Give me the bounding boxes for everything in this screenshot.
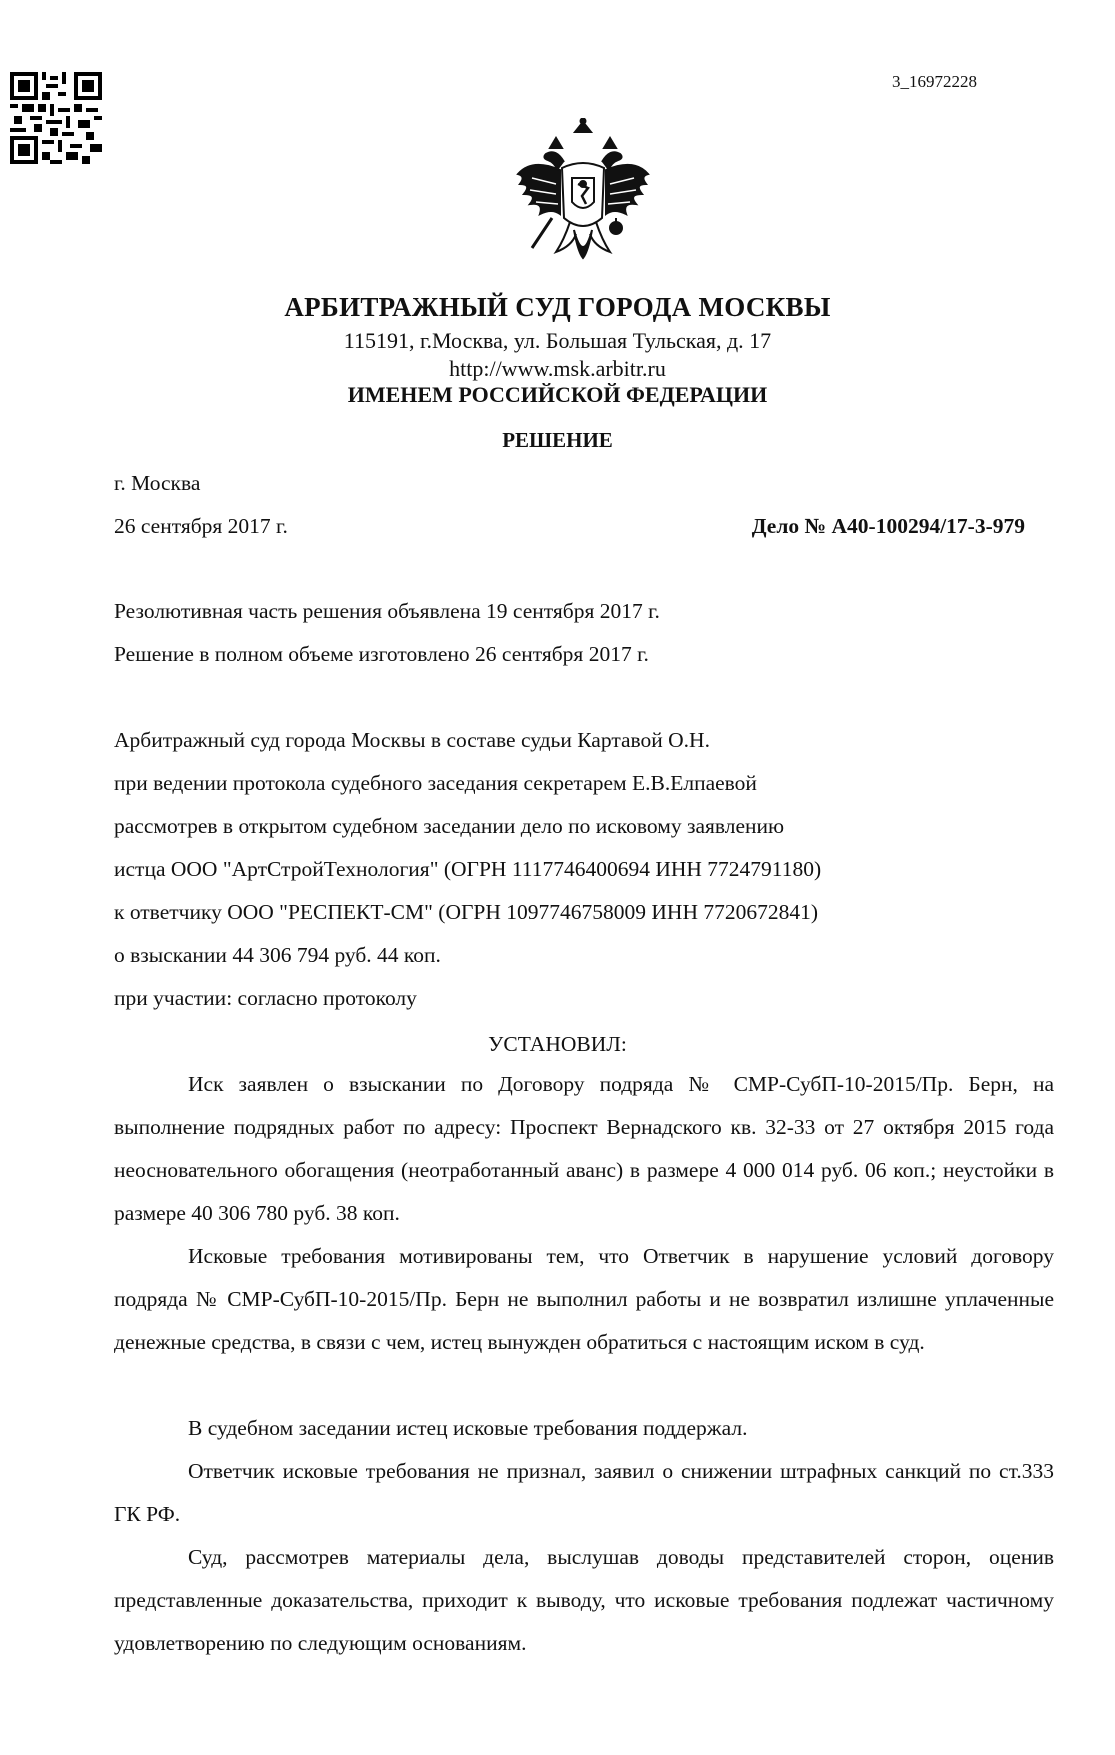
- document-number: 3_16972228: [892, 72, 977, 91]
- body-paragraph: Ответчик исковые требования не признал, заявил о снижении штрафных санкций по ст.333 ГК РФ.: [114, 1459, 1054, 1526]
- coat-of-arms-emblem: [512, 118, 654, 268]
- decision-date: 26 сентября 2017 г.: [114, 514, 288, 538]
- case-number: Дело № А40-100294/17-3-979: [751, 514, 1025, 538]
- qr-code: [10, 72, 102, 164]
- court-name: АРБИТРАЖНЫЙ СУД ГОРОДА МОСКВЫ: [284, 292, 831, 322]
- city: г. Москва: [114, 471, 201, 495]
- intro-line: рассмотрев в открытом судебном заседании дело по исковому заявлению: [114, 814, 785, 838]
- in-the-name-heading: ИМЕНЕМ РОССИЙСКОЙ ФЕДЕРАЦИИ: [347, 382, 768, 407]
- intro-line: при участии: согласно протоколу: [114, 986, 417, 1010]
- intro-line: к ответчику ООО "РЕСПЕКТ-СМ" (ОГРН 1097746758009 ИНН 7720672841): [114, 900, 819, 924]
- body-paragraph: Иск заявлен о взыскании по Договору подряда № СМР-СубП-10-2015/Пр. Берн, на выполнение подрядных работ по адресу: Проспект Вернадского кв. 32-33 от 27 октября 2015 года неосновательного обогащения (неотработанный аванс) в размере 4 000 014 руб. 06 коп.; неустойки в размере 40 306 780 руб. 38 коп.: [114, 1072, 1054, 1225]
- court-website-link[interactable]: http://www.msk.arbitr.ru: [449, 356, 666, 381]
- established-heading: УСТАНОВИЛ:: [488, 1032, 627, 1056]
- court-address: 115191, г.Москва, ул. Большая Тульская, д. 17: [343, 328, 772, 353]
- announced-line: Резолютивная часть решения объявлена 19 сентября 2017 г.: [114, 599, 660, 623]
- intro-line: Арбитражный суд города Москвы в составе судьи Картавой О.Н.: [114, 728, 710, 752]
- body-paragraph: В судебном заседании истец исковые требования поддержал.: [188, 1416, 748, 1440]
- intro-line: о взыскании 44 306 794 руб. 44 коп.: [114, 943, 441, 967]
- full-text-line: Решение в полном объеме изготовлено 26 сентября 2017 г.: [114, 642, 649, 666]
- body-paragraph: Суд, рассмотрев материалы дела, выслушав доводы представителей сторон, оценив представленные доказательства, приходит к выводу, что исковые требования подлежат частичному удовлетворению по следующим основаниям.: [114, 1545, 1054, 1655]
- document-type-heading: РЕШЕНИЕ: [502, 428, 613, 452]
- intro-line: при ведении протокола судебного заседания секретарем Е.В.Елпаевой: [114, 771, 757, 795]
- intro-line: истца ООО "АртСтройТехнология" (ОГРН 1117746400694 ИНН 7724791180): [114, 857, 822, 881]
- body-paragraph: Исковые требования мотивированы тем, что Ответчик в нарушение условий договору подряда № СМР-СубП-10-2015/Пр. Берн не выполнил работы и не возвратил излишне уплаченные денежные средства, в связи с чем, истец вынужден обратиться с настоящим иском в суд.: [114, 1244, 1054, 1354]
